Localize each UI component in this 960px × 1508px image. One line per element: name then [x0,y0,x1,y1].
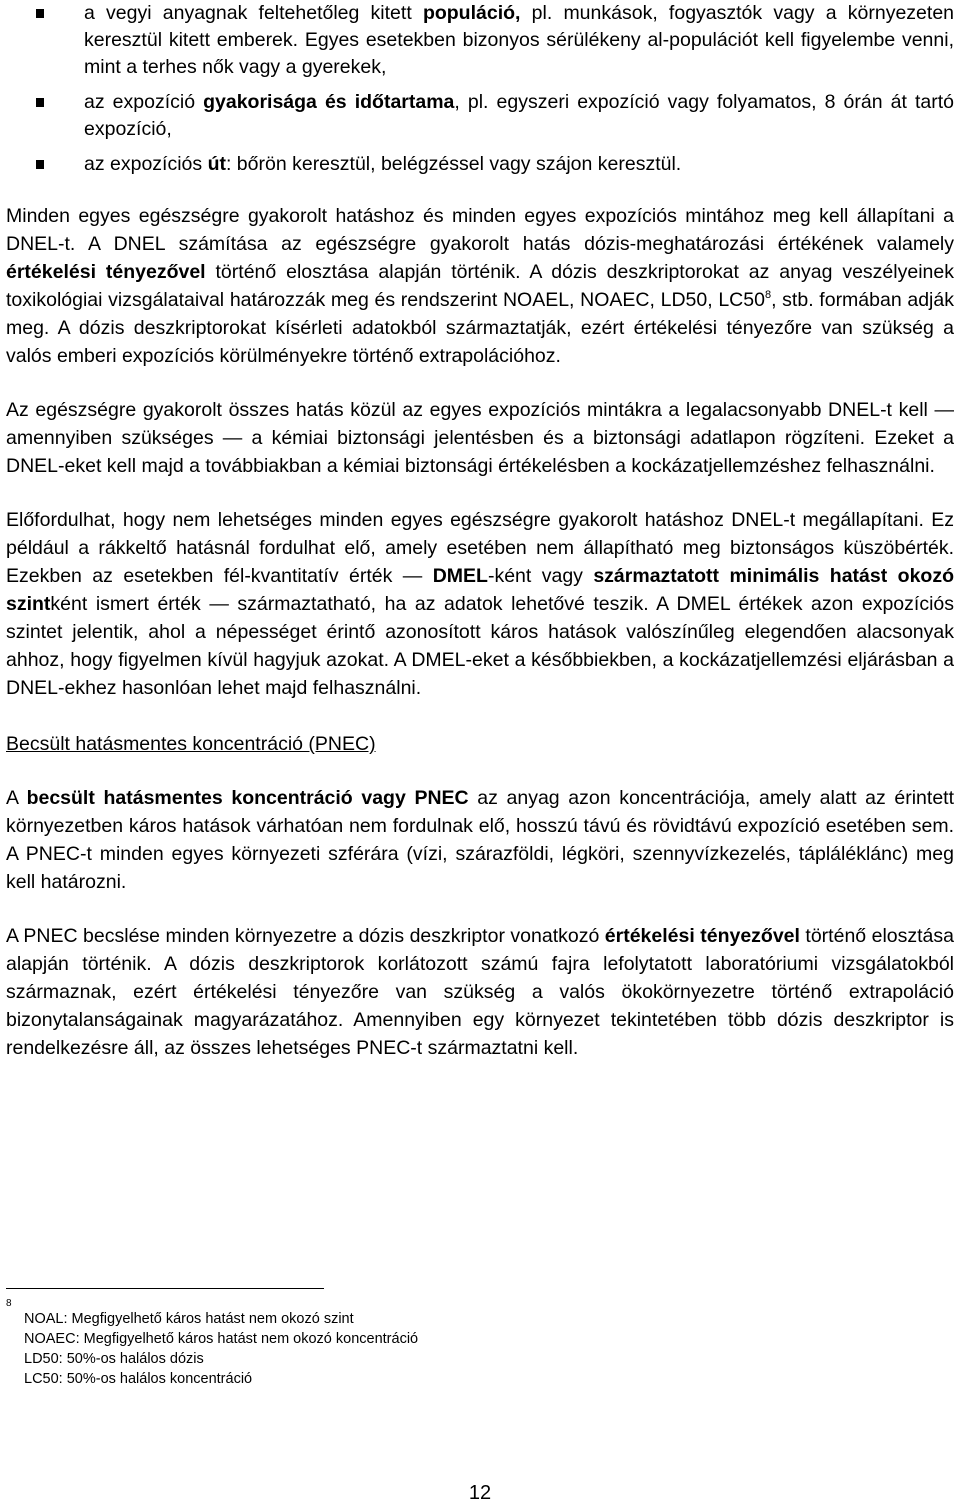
document-page [6,0,954,1062]
section-heading: Becsült hatásmentes koncentráció (PNEC) [6,733,376,755]
bold-term: értékelési tényezővel [604,925,800,947]
paragraph-pnec-estimation: A PNEC becslése minden környezetre a dózis deszkriptor vonatkozó értékelési tényezővel történő elosztása alapján történik. A dózis deszkriptorok korlátozott számú fajra lefolytatott laboratóriumi vizsgálatokból származnak, ezért értékelési tényezőre van szükség a valós ökokörnyezetre történő extrapoláció bizonytalanságainak magyarázatához. Amennyiben egy környezet tekintetében több dózis deszkriptor is rendelkezésre áll, az összes lehetséges PNEC-t származtatni kell. [6,925,954,1059]
bullet-item: a vegyi anyagnak feltehetőleg kitett populáció, pl. munkások, fogyasztók vagy a környezeten keresztül kitett emberek. Egyes esetekben bizonyos sérülékeny al-populációt kell figyelembe venni, mint a terhes nők vagy a gyerekek, [6,0,954,81]
bullet-item: az expozíciós út: bőrön keresztül, belégzéssel vagy szájon keresztül. [6,151,954,178]
footnote [6,1288,606,1389]
footnote-reference[interactable]: 8 [764,289,772,301]
paragraph-lowest-dnel: Az egészségre gyakorolt összes hatás közül az egyes expozíciós mintákra a legalacsonyabb DNEL-t kell — amennyiben szükséges — a kémiai biztonsági jelentésben és a biztonsági adatlapon rögzíteni. Ezeket a DNEL-eket kell majd a továbbiakban a kémiai biztonsági értékelésben a kockázatjellemzéshez felhasználni. [6,399,954,477]
footnote-line: NOAEC: Megfigyelhető káros hatást nem okozó koncentráció [24,1331,419,1347]
page-number: 12 [468,1482,492,1504]
bold-term: értékelési tényezővel [6,261,206,283]
bold-term: becsült hatásmentes koncentráció vagy PNEC [26,787,469,809]
bold-term: gyakorisága és időtartama [203,91,455,113]
paragraph-pnec-definition: A becsült hatásmentes koncentráció vagy PNEC az anyag azon koncentrációja, amely alatt az érintett környezetben káros hatások várhatóan nem fordulnak elő, hosszú távú és rövidtávú expozíció esetében sem. A PNEC-t minden egyes környezeti szférára (vízi, szárazföldi, légköri, szennyvízkezelés, tápláléklánc) meg kell határozni. [6,787,954,893]
bold-term: DMEL [432,565,488,587]
paragraph-dnel: Minden egyes egészségre gyakorolt hatáshoz és minden egyes expozíciós mintához meg kell állapítani a DNEL-t. A DNEL számítása az egészségre gyakorolt hatás dózis-meghatározási értékének valamely értékelési tényezővel történő elosztása alapján történik. A dózis deszkriptorokat az anyag veszélyeinek toxikológiai vizsgálataival határozzák meg és rendszerint NOAEL, NOAEC, LD50, LC50$^8$, stb. formában adják meg. A dózis deszkriptorokat kísérleti adatokból származtatják, ezért értékelési tényezőre van szükség a valós emberi expozíciós körülményekre történő extrapolációhoz. [6,205,954,367]
bold-term: út [207,153,226,175]
footnote-lines [6,1297,606,1389]
square-bullet-icon [36,98,44,107]
footnote-number: 8 [6,1298,12,1309]
bullet-list [6,0,954,178]
footnote-line: LC50: 50%-os halálos koncentráció [24,1371,253,1387]
bold-term: származtatott minimális hatást okozó szint [6,565,954,615]
bold-term: populáció, [422,2,521,24]
paragraph-dmel: Előfordulhat, hogy nem lehetséges minden egyes egészségre gyakorolt hatáshoz DNEL-t megállapítani. Ez például a rákkeltő hatásnál fordulhat elő, amely esetében nem állapítható meg biztonságos küszöbérték. Ezekben az esetekben fél-kvantitatív érték — DMEL-ként vagy származtatott minimális hatást okozó szintként ismert érték — származtatható, ha az adatok lehetővé teszik. A DMEL értékek azon expozíciós szintet jelentik, ahol a népességet érintő azonosított káros hatások valószínűleg elegendően alacsonyak ahhoz, hogy figyelmen kívül hagyjuk azokat. A DMEL-eket a későbbiekben, a kockázatjellemzési eljárásban a DNEL-ekhez hasonlóan lehet majd felhasználni. [6,509,954,699]
bullet-item: az expozíció gyakorisága és időtartama, pl. egyszeri expozíció vagy folyamatos, 8 órán át tartó expozíció, [6,89,954,143]
footnote-separator [6,1288,324,1289]
footnote-line: LD50: 50%-os halálos dózis [24,1351,204,1367]
square-bullet-icon [36,9,44,18]
square-bullet-icon [36,160,44,169]
footnote-line: NOAL: Megfigyelhető káros hatást nem okozó szint [24,1311,354,1327]
